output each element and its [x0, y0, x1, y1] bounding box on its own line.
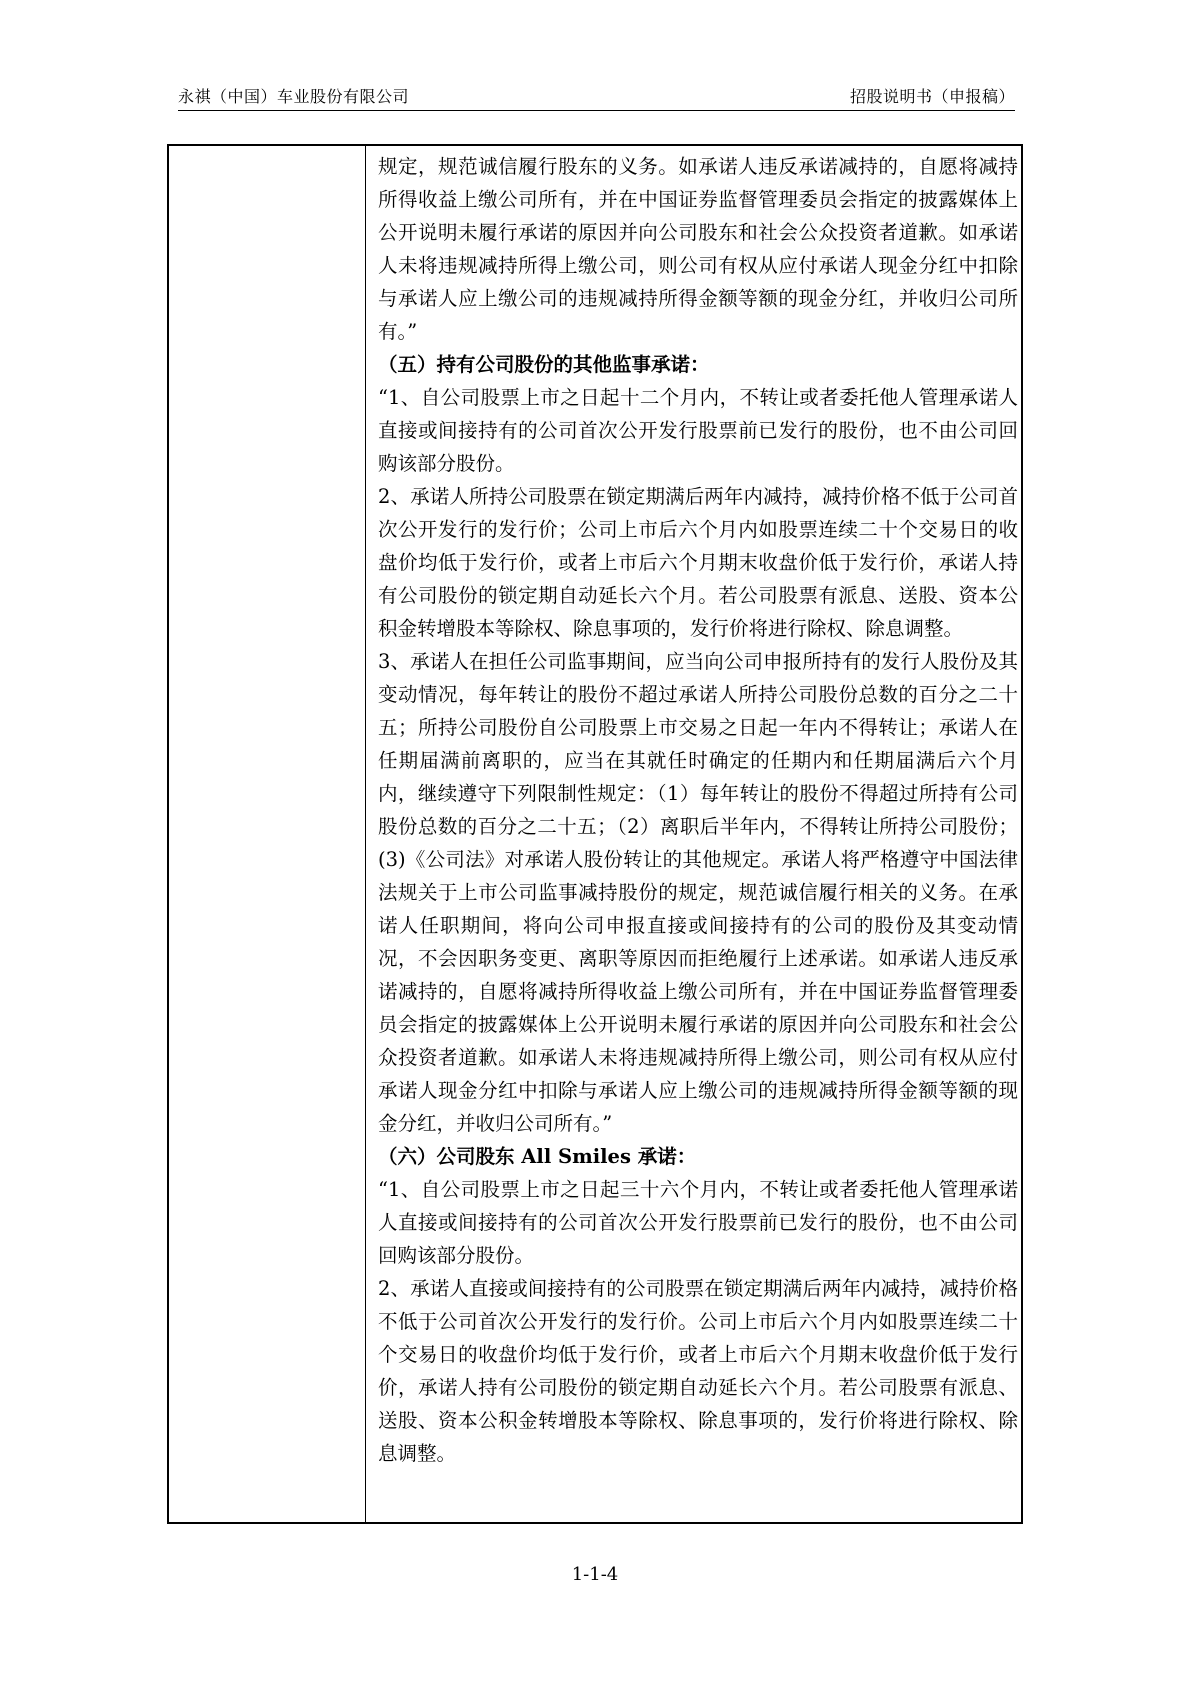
section-heading-six: （六）公司股东 All Smiles 承诺： [378, 1145, 697, 1168]
section-six-item-2: 2、承诺人直接或间接持有的公司股票在锁定期满后两年内减持，减持价格不低于公司首次公开发行的发行价。公司上市后六个月内如股票连续二十个交易日的收盘价均低于发行价，或者上市后六个月期末收盘价低于发行价，承诺人持有公司股份的锁定期自动延长六个月。若公司股票有派息、送股、资本公积金转增股本等除权、除息事项的，发行价将进行除权、除息调整。 [378, 1277, 1018, 1465]
column-divider [365, 146, 366, 1522]
company-name: 永祺（中国）车业股份有限公司 [178, 87, 410, 106]
section-five-item-1: “1、自公司股票上市之日起十二个月内，不转让或者委托他人管理承诺人直接或间接持有的公司首次公开发行股票前已发行的股份，也不由公司回购该部分股份。 [378, 386, 1018, 475]
section-five-item-2: 2、承诺人所持公司股票在锁定期满后两年内减持，减持价格不低于公司首次公开发行的发行价；公司上市后六个月内如股票连续二十个交易日的收盘价均低于发行价，或者上市后六个月期末收盘价低于发行价，承诺人持有公司股份的锁定期自动延长六个月。若公司股票有派息、送股、资本公积金转增股本等除权、除息事项的，发行价将进行除权、除息调整。 [378, 485, 1018, 640]
commitment-table [167, 144, 1023, 1524]
page-header [178, 84, 1015, 110]
document-type: 招股说明书（申报稿） [849, 87, 1015, 106]
commitment-text-cell [378, 150, 1018, 1470]
paragraph-continuation: 规定，规范诚信履行股东的义务。如承诺人违反承诺减持的，自愿将减持所得收益上缴公司所有，并在中国证券监督管理委员会指定的披露媒体上公开说明未履行承诺的原因并向公司股东和社会公众投资者道歉。如承诺人未将违规减持所得上缴公司，则公司有权从应付承诺人现金分红中扣除与承诺人应上缴公司的违规减持所得金额等额的现金分红，并收归公司所有。” [378, 155, 1018, 343]
section-heading-five: （五）持有公司股份的其他监事承诺： [378, 353, 710, 376]
page-number: 1-1-4 [571, 1564, 619, 1585]
header-rule [178, 110, 1015, 111]
section-five-item-3: 3、承诺人在担任公司监事期间，应当向公司申报所持有的发行人股份及其变动情况，每年转让的股份不超过承诺人所持公司股份总数的百分之二十五；所持公司股份自公司股票上市交易之日起一年内不得转让；承诺人在任期届满前离职的，应当在其就任时确定的任期内和任期届满后六个月内，继续遵守下列限制性规定：（1）每年转让的股份不得超过所持有公司股份总数的百分之二十五；（2）离职后半年内，不得转让所持公司股份；(3)《公司法》对承诺人股份转让的其他规定。承诺人将严格遵守中国法律法规关于上市公司监事减持股份的规定，规范诚信履行相关的义务。在承诺人任职期间，将向公司申报直接或间接持有的公司的股份及其变动情况，不会因职务变更、离职等原因而拒绝履行上述承诺。如承诺人违反承诺减持的，自愿将减持所得收益上缴公司所有，并在中国证券监督管理委员会指定的披露媒体上公开说明未履行承诺的原因并向公司股东和社会公众投资者道歉。如承诺人未将违规减持所得上缴公司，则公司有权从应付承诺人现金分红中扣除与承诺人应上缴公司的违规减持所得金额等额的现金分红，并收归公司所有。” [378, 650, 1018, 1135]
section-six-item-1: “1、自公司股票上市之日起三十六个月内，不转让或者委托他人管理承诺人直接或间接持有的公司首次公开发行股票前已发行的股份，也不由公司回购该部分股份。 [378, 1178, 1018, 1267]
